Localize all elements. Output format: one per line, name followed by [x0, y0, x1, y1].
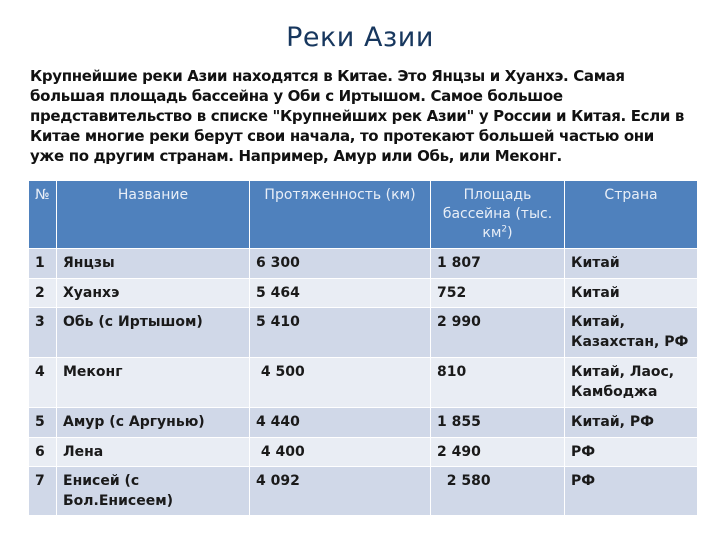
table-header-row [29, 181, 698, 249]
rivers-table [28, 180, 698, 516]
cell-number: 2 [29, 279, 57, 308]
cell-country: Китай [565, 279, 698, 308]
cell-name: Амур (с Аргунью) [57, 408, 250, 438]
header-basin [431, 181, 565, 249]
cell-basin: 1 855 [431, 408, 565, 438]
intro-paragraph: Крупнейшие реки Азии находятся в Китае. Это Янцзы и Хуанхэ. Самая большая площадь бассейна у Оби с Иртышом. Самое большое представительство в списке "Крупнейших рек Азии" у России и Китая. Если в Китае многие реки берут свои начала, то протекают большей частью они уже по другим странам. Например, Амур или Обь, или Меконг. [30, 67, 685, 165]
cell-length: 5 464 [250, 279, 431, 308]
cell-name: Лена [57, 438, 250, 467]
cell-country: РФ [565, 438, 698, 467]
cell-country: Китай, Казахстан, РФ [565, 308, 698, 358]
cell-basin: 2 580 [431, 467, 565, 516]
cell-country: РФ [565, 467, 698, 516]
table-row [29, 467, 698, 516]
cell-number: 3 [29, 308, 57, 358]
table-row [29, 308, 698, 358]
cell-name: Хуанхэ [57, 279, 250, 308]
cell-number: 1 [29, 249, 57, 279]
cell-length: 4 500 [250, 358, 431, 408]
cell-length: 4 440 [250, 408, 431, 438]
cell-number: 6 [29, 438, 57, 467]
cell-number: 4 [29, 358, 57, 408]
cell-basin: 2 490 [431, 438, 565, 467]
header-number: № [29, 181, 57, 249]
header-basin-superscript: 2 [501, 224, 508, 235]
cell-basin: 2 990 [431, 308, 565, 358]
page-title: Реки Азии [286, 22, 434, 53]
cell-length: 4 400 [250, 438, 431, 467]
table-row [29, 408, 698, 438]
cell-number: 7 [29, 467, 57, 516]
cell-basin: 1 807 [431, 249, 565, 279]
table-row [29, 249, 698, 279]
cell-name: Енисей (с Бол.Енисеем) [57, 467, 250, 516]
header-name: Название [57, 181, 250, 249]
cell-length: 5 410 [250, 308, 431, 358]
cell-length: 4 092 [250, 467, 431, 516]
header-basin-close: ) [507, 225, 513, 241]
cell-name: Меконг [57, 358, 250, 408]
table-row [29, 279, 698, 308]
header-basin-text: Площадь бассейна (тыс. км [442, 187, 553, 241]
cell-basin: 810 [431, 358, 565, 408]
cell-number: 5 [29, 408, 57, 438]
cell-country: Китай, Лаос, Камбоджа [565, 358, 698, 408]
table-row [29, 358, 698, 408]
cell-country: Китай [565, 249, 698, 279]
cell-country: Китай, РФ [565, 408, 698, 438]
table-row [29, 438, 698, 467]
cell-basin: 752 [431, 279, 565, 308]
header-length: Протяженность (км) [250, 181, 431, 249]
cell-name: Янцзы [57, 249, 250, 279]
cell-name: Обь (с Иртышом) [57, 308, 250, 358]
cell-length: 6 300 [250, 249, 431, 279]
header-country: Страна [565, 181, 698, 249]
